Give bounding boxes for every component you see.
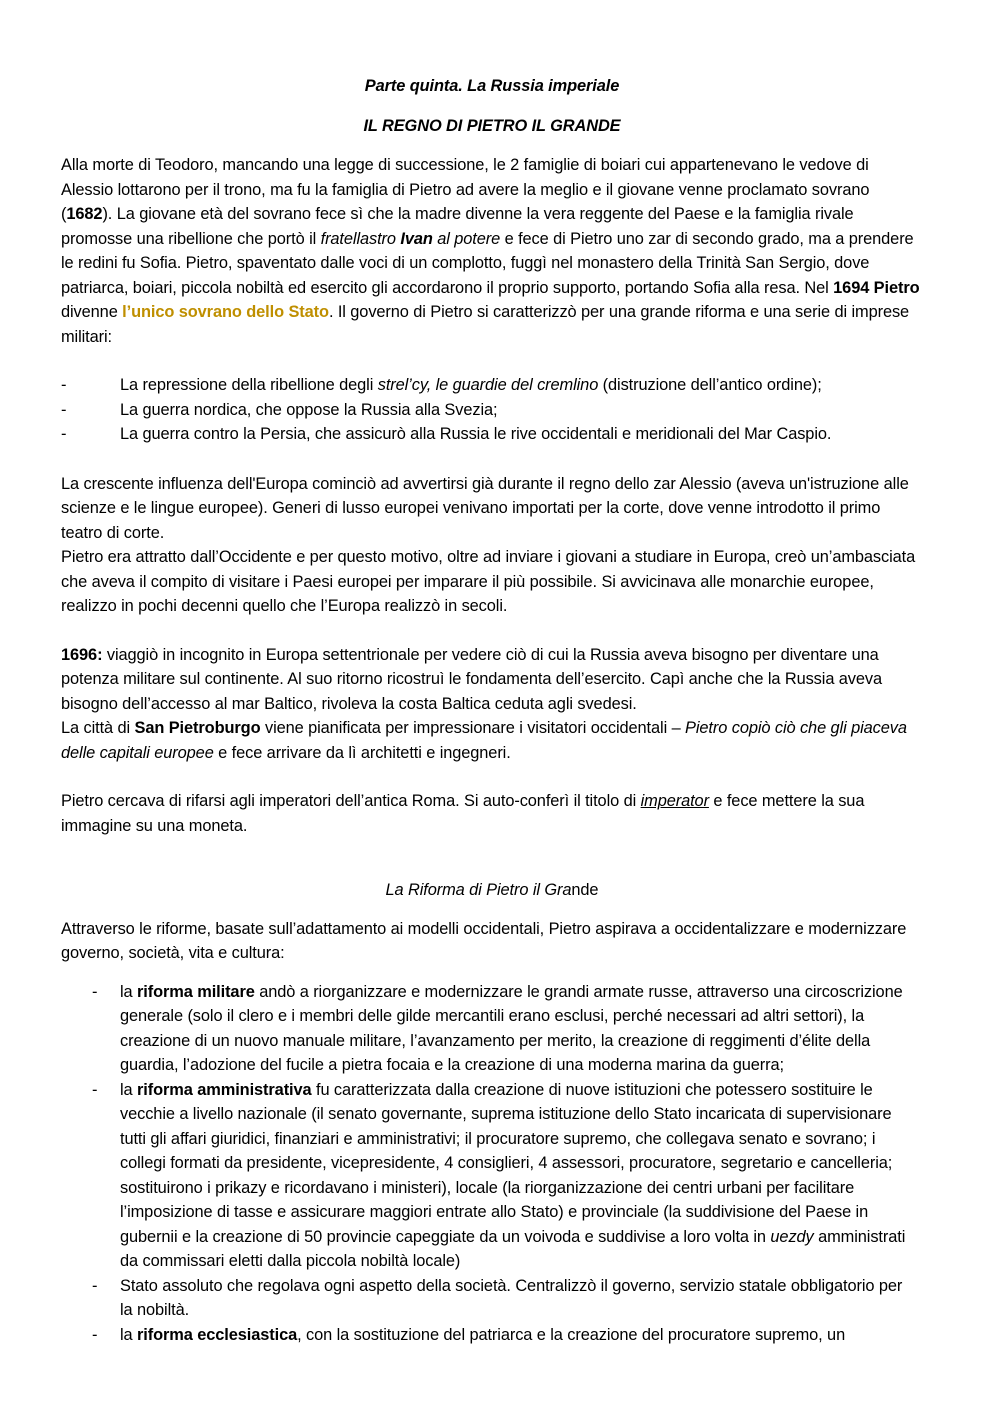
- list-item: - la riforma militare andò a riorganizzare e modernizzare le grandi armate russe, attraverso una circoscrizione generale (solo il clero e i membri delle gilde mercantili erano esclusi, perché necessari ad altri settori), la creazione di un nuovo manuale militare, l’avanzamento per merito, la creazione di reggimenti d’élite della guardia, l’adozione del fucile a pietra focaia e la creazione di una moderna marina da guerra;: [92, 982, 903, 1074]
- list-item: - la riforma amministrativa fu caratterizzata dalla creazione di nuove istituzioni che potessero sostituire le vecchie a livello nazionale (il senato governante, suprema istituzione dello Stato incaricata di supervisionare tutti gli affari giuridici, finanziari e amministrativi; il procuratore supremo, che collegava senato e sovrano; i collegi formati da presidente, vicepresidente, 4 consiglieri, 4 assessori, procuratore, segretario e cancelleria; sostituirono i prikazy e ricordavano i ministeri), locale (la riorganizzazione dei centri urbani per facilitare l’imposizione di tasse e assicurare maggiori entrate allo Stato) e provinciale (la suddivisione del Paese in gubernii e la creazione di 50 provincie capeggiate da un voivoda e suddivise a loro volta in uezdy amministrati da commissari eletti dalla piccola nobiltà locale): [92, 1080, 906, 1270]
- st-petersburg-paragraph: La città di San Pietroburgo viene pianificata per impressionare i visitatori occidentali – Pietro copiò ciò che gli piaceva delle capitali europee e fece arrivare da lì architetti e ingegneri.: [61, 719, 907, 762]
- europe-paragraph-2: Pietro era attratto dall’Occidente e per questo motivo, oltre ad inviare i giovani a studiare in Europa, creò un’ambasciata che aveva il compito di visitare i Paesi europei per imparare il più possibile. Si avvicinava alle monarchie europee, realizzo in pochi decenni quello che l’Europa realizzò in secoli.: [61, 548, 916, 615]
- list-item: - la riforma ecclesiastica, con la sostituzione del patriarca e la creazione del procuratore supremo, un: [92, 1325, 846, 1344]
- rome-paragraph: Pietro cercava di rifarsi agli imperatori dell’antica Roma. Si auto-conferì il titolo di imperator e fece mettere la sua immagine su una moneta.: [61, 792, 865, 835]
- europe-paragraph-1: La crescente influenza dell'Europa cominciò ad avvertirsi già durante il regno dello zar Alessio (aveva un'istruzione alle scienze e le lingue europee). Generi di lusso europei venivano importati per la corte, dove venne introdotto il primo teatro di corte.: [61, 474, 909, 542]
- list-item: - La repressione della ribellione degli strel’cy, le guardie del cremlino (distruzione dell’antico ordine);: [61, 376, 822, 394]
- reform-intro: Attraverso le riforme, basate sull’adattamento ai modelli occidentali, Pietro aspirava a occidentalizzare e modernizzare governo, società, vita e cultura:: [61, 919, 907, 962]
- part-title: Parte quinta. La Russia imperiale: [364, 77, 620, 95]
- document-page: [61, 74, 923, 1347]
- military-list: [61, 373, 923, 447]
- intro-paragraph: Alla morte di Teodoro, mancando una legge di successione, le 2 famiglie di boiari cui appartenevano le vedove di Alessio lottarono per il trono, ma fu la famiglia di Pietro ad avere la meglio e il giovane venne proclamato sovrano (1682). La giovane età del sovrano fece sì che la madre divenne la vera reggente del Paese e la famiglia rivale promosse una ribellione che portò il fratellastro Ivan al potere e fece di Pietro uno zar di secondo grado, ma a prendere le redini fu Sofia. Pietro, spaventato dalle voci di un complotto, fuggì nel monastero della Trinità San Sergio, dove patriarca, boiari, piccola nobiltà ed esercito gli accordarono il proprio supporto, portando Sofia alla resa. Nel 1694 Pietro divenne l’unico sovrano dello Stato. Il governo di Pietro si caratterizzò per una grande riforma e una serie di imprese militari:: [61, 156, 920, 346]
- highlighted-text: l’unico sovrano dello Stato: [122, 303, 329, 321]
- year-1696-paragraph: 1696: viaggiò in incognito in Europa settentrionale per vedere ciò di cui la Russia aveva bisogno per diventare una potenza militare sul continente. Al suo ritorno ricostruì le fondamenta dell’esercito. Capì anche che la Russia aveva bisogno dell’accesso al mar Baltico, rivoleva la costa Baltica ceduta agli svedesi.: [61, 645, 883, 713]
- chapter-title: IL REGNO DI PIETRO IL GRANDE: [363, 116, 621, 135]
- list-item: - La guerra contro la Persia, che assicurò alla Russia le rive occidentali e meridionali del Mar Caspio.: [61, 425, 832, 443]
- reform-list: [61, 980, 923, 1348]
- section-subtitle: La Riforma di Pietro il Grande: [385, 881, 599, 899]
- list-item: - Stato assoluto che regolava ogni aspetto della società. Centralizzò il governo, servizio statale obbligatorio per la nobiltà.: [92, 1276, 903, 1319]
- list-item: - La guerra nordica, che oppose la Russia alla Svezia;: [61, 400, 498, 419]
